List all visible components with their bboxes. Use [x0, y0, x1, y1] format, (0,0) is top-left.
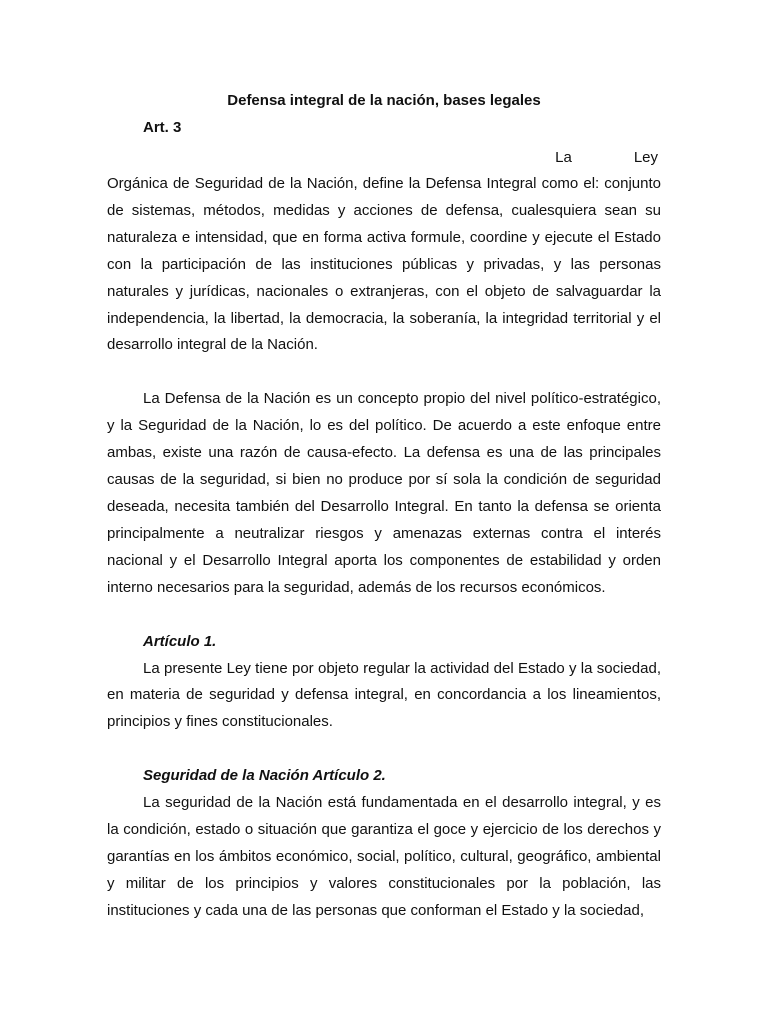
document-title: Defensa integral de la nación, bases legales — [227, 92, 541, 109]
spacer — [107, 602, 661, 629]
defensa-paragraph: La Defensa de la Nación es un concepto propio del nivel político-estratégico, y la Seguridad de la Nación, lo es del político. De acuerdo a este enfoque entre ambas, existe una razón de causa-efecto. La defensa es una de las principales causas de la seguridad, si bien no produce por sí sola la condición de seguridad deseada, necesita también del Desarrollo Integral. En tanto la defensa se orienta principalmente a neutralizar riesgos y amenazas externas contra el interés nacional y el Desarrollo Integral aporta los componentes de estabilidad y orden interno necesarios para la seguridad, además de los recursos económicos. — [107, 390, 661, 596]
art3-lead-word-1: La — [555, 149, 572, 166]
spacer — [107, 359, 661, 386]
art3-text: Orgánica de Seguridad de la Nación, define la Defensa Integral como el: conjunto de sistemas, métodos, medidas y acciones de defensa, cualesquiera sean su naturaleza e intensidad, que en forma activa formule, coordine y ejecute el Estado con la participación de las instituciones públicas y privadas, y las personas naturales y jurídicas, nacionales o extranjeras, con el objeto de salvaguardar la independencia, la libertad, la democracia, la soberanía, la integridad territorial y el desarrollo integral de la Nación. — [107, 175, 661, 354]
articulo2-text: La seguridad de la Nación está fundamentada en el desarrollo integral, y es la condición, estado o situación que garantiza el goce y ejercicio de los derechos y garantías en los ámbitos económico, social, político, cultural, geográfico, ambiental y militar de los principios y valores constitucionales por la población, las instituciones y cada una de las personas que conforman el Estado y la sociedad, — [107, 794, 661, 919]
articulo2-heading: Seguridad de la Nación Artículo 2. — [143, 767, 386, 785]
art3-lead-line — [107, 145, 661, 171]
art3-heading: Art. 3 — [143, 119, 182, 136]
art3-lead-word-2: Ley — [633, 149, 658, 166]
spacer — [107, 736, 661, 763]
articulo1-heading: Artículo 1. — [143, 632, 217, 650]
articulo1-text: La presente Ley tiene por objeto regular la actividad del Estado y la sociedad, en materia de seguridad y defensa integral, en concordancia a los lineamientos, principios y fines constitucionales. — [107, 659, 661, 731]
